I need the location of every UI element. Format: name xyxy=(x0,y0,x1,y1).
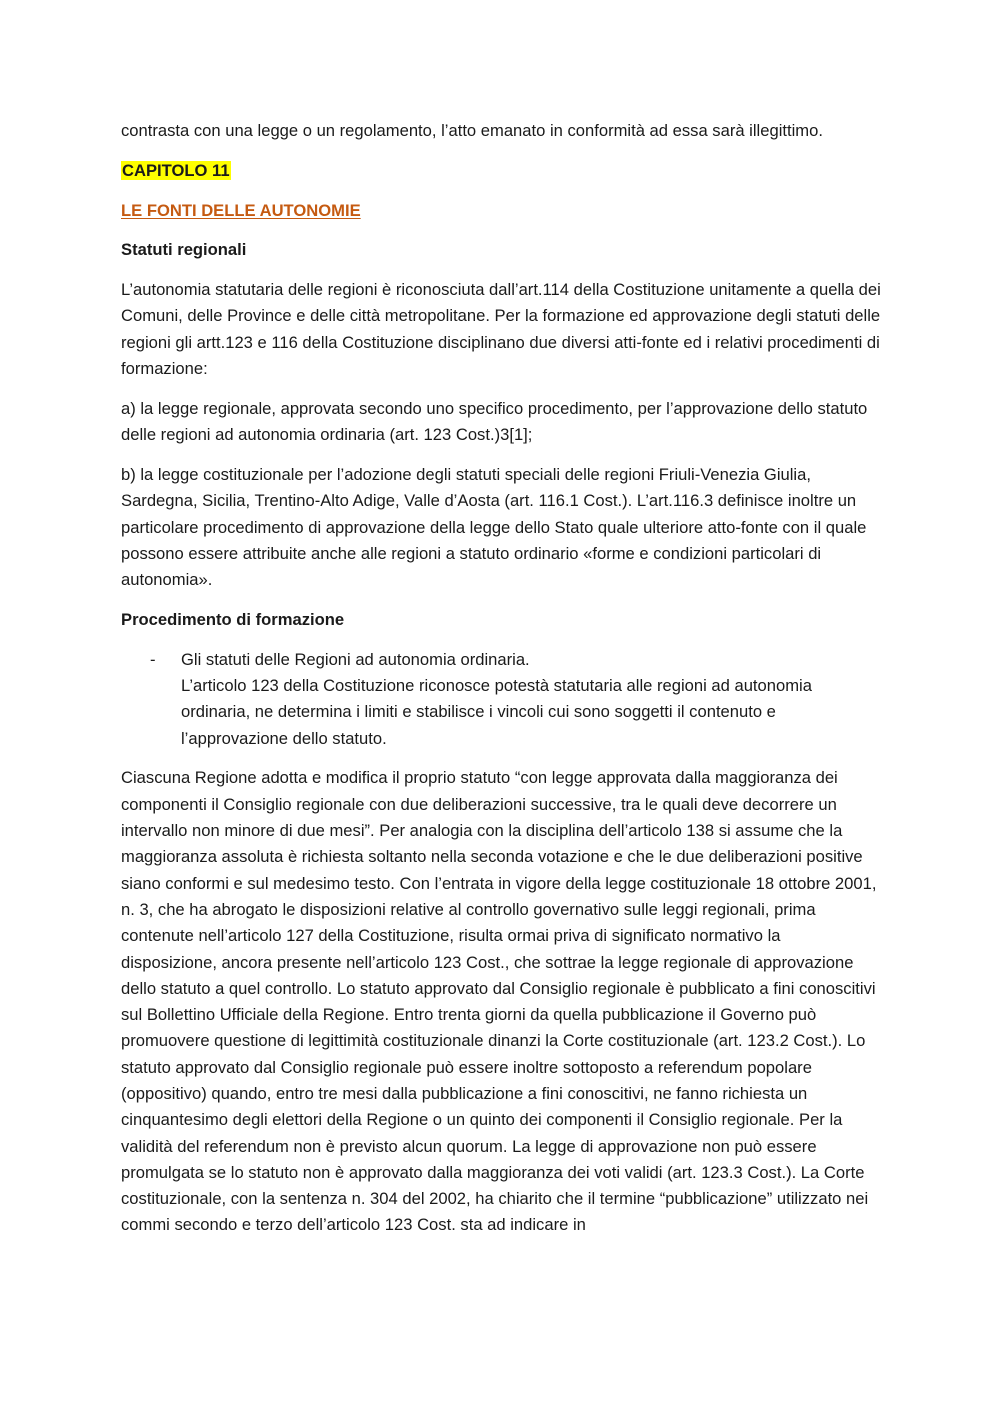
chapter-label: CAPITOLO 11 xyxy=(122,160,230,180)
paragraph-ciascuna-regione: Ciascuna Regione adotta e modifica il proprio statuto “con legge approvata dalla maggioranza dei componenti il Consiglio regionale con due deliberazioni successive, tra le quali deve decorrere un intervallo non minore di due mesi”. Per analogia con la disciplina dell’articolo 138 si assume che la maggioranza assoluta è richiesta soltanto nella seconda votazione e che le due deliberazioni positive siano conformi e sul medesimo testo. Con l’entrata in vigore della legge costituzionale 18 ottobre 2001, n. 3, che ha abrogato le disposizioni relative al controllo governativo sulle leggi regionali, prima contenute nell’articolo 127 della Costituzione, risulta ormai priva di significato normativo la disposizione, ancora presente nell’articolo 123 Cost., che sottrae la legge regionale di approvazione dello statuto a quel controllo. Lo statuto approvato dal Consiglio regionale è pubblicato a fini conoscitivi sul Bollettino Ufficiale della Regione. Entro trenta giorni da quella pubblicazione il Governo può promuovere questione di legittimità costituzionale dinanzi la Corte costituzionale (art. 123.2 Cost.). Lo statuto approvato dal Consiglio regionale può essere inoltre sottoposto a referendum popolare (oppositivo) quando, entro tre mesi dalla pubblicazione a fini conoscitivi, ne fanno richiesta un cinquantesimo degli elettori della Regione o un quinto dei componenti il Consiglio regionale. Per la validità del referendum non è previsto alcun quorum. La legge di approvazione non può essere promulgata se lo statuto non è approvato dalla maggioranza dei voti validi (art. 123.3 Cost.). La Corte costituzionale, con la sentenza n. 304 del 2002, ha chiarito che il termine “pubblicazione” utilizzato nei commi secondo e terzo dell’articolo 123 Cost. sta ad indicare in xyxy=(121,768,877,1235)
list-item-title: Gli statuti delle Regioni ad autonomia ordinaria. xyxy=(181,649,530,669)
dash-list xyxy=(121,647,881,752)
paragraph-item-a: a) la legge regionale, approvata secondo uno specifico procedimento, per l’approvazione dello statuto delle regioni ad autonomia ordinaria (art. 123 Cost.)3[1]; xyxy=(121,398,868,445)
paragraph-item-b: b) la legge costituzionale per l’adozione degli statuti speciali delle regioni Friuli-Venezia Giulia, Sardegna, Sicilia, Trentino-Alto Adige, Valle d’Aosta (art. 116.1 Cost.). L’art.116.3 definisce inoltre un particolare procedimento di approvazione della legge dello Stato quale ulteriore atto-fonte con il quale possono essere attribuite anche alle regioni a statuto ordinario «forme e condizioni particolari di autonomia». xyxy=(121,464,867,590)
section-title: LE FONTI DELLE AUTONOMIE xyxy=(121,200,361,220)
subheading-statuti-regionali: Statuti regionali xyxy=(121,240,247,260)
list-item-text: L’articolo 123 della Costituzione riconosce potestà statutaria alle regioni ad autonomia ordinaria, ne determina i limiti e stabilisce i vincoli cui sono soggetti il contenuto e l’approvazione dello statuto. xyxy=(181,676,812,748)
list-item xyxy=(121,647,881,752)
chapter-heading-wrap xyxy=(121,158,881,184)
paragraph-autonomia-statutaria: L’autonomia statutaria delle regioni è riconosciuta dall’art.114 della Costituzione unitamente a quella dei Comuni, delle Province e delle città metropolitane. Per la formazione ed approvazione degli statuti delle regioni gli artt.123 e 116 della Costituzione disciplinano due diversi atti-fonte ed i relativi procedimenti di formazione: xyxy=(121,280,881,379)
intro-fragment: contrasta con una legge o un regolamento, l’atto emanato in conformità ad essa sarà illegittimo. xyxy=(121,121,823,140)
subheading-procedimento: Procedimento di formazione xyxy=(121,609,345,629)
document-page xyxy=(121,118,881,1252)
dash-bullet: - xyxy=(150,649,156,669)
